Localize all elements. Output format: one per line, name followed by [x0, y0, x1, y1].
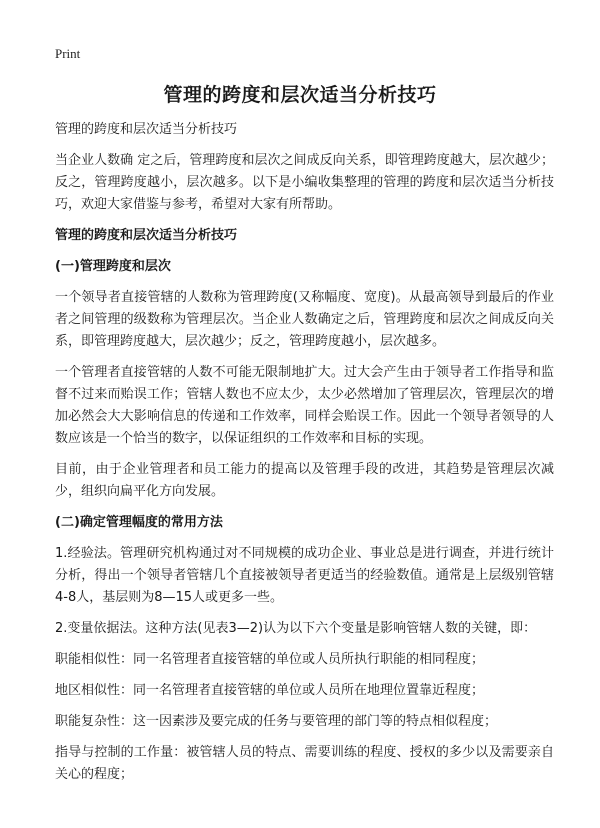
intro-paragraph: 当企业人数确 定之后，管理跨度和层次之间成反向关系，即管理跨度越大，层次越少；反之，管理跨度越小，层次越多。以下是小编收集整理的管理的跨度和层次适当分析技巧，欢迎大家借鉴与参考，希望对大家有所帮助。: [55, 153, 554, 212]
part1-paragraph-3: 目前，由于企业管理者和员工能力的提高以及管理手段的改进，其趋势是管理层次减少，组织向扁平化方向发展。: [55, 462, 554, 499]
part1-paragraph-1: 一个领导者直接管辖的人数称为管理跨度(又称幅度、宽度)。从最高领导到最后的作业者之间管理的级数称为管理层次。当企业人数确定之后，管理跨度和层次之间成反向关系，即管理跨度越大，层次越少；反之，管理跨度越小，层次越多。: [55, 290, 554, 349]
part1-paragraph-2: 一个管理者直接管辖的人数不可能无限制地扩大。过大会产生由于领导者工作指导和监督不过来而贻误工作；管辖人数也不应太少，太少必然增加了管理层次，管理层次的增加必然会大大影响信息的传递和工作效率，同样会贻误工作。因此一个领导者领导的人数应该是一个恰当的数字，以保证组织的工作效率和目标的实现。: [55, 365, 554, 446]
part1-heading: (一)管理跨度和层次: [55, 259, 171, 274]
variable-item: 指导与控制的工作量：被管辖人员的特点、需要训练的程度、授权的多少以及需要亲自关心的程度；: [55, 745, 554, 782]
variable-item: 职能相似性：同一名管理者直接管辖的单位或人员所执行职能的相同程度；: [55, 652, 485, 667]
document-body: [55, 119, 554, 795]
part2-paragraph-2: 2.变量依据法。这种方法(见表3—2)认为以下六个变量是影响管辖人数的关键，即：: [55, 621, 537, 636]
page-title: 管理的跨度和层次适当分析技巧: [163, 84, 437, 106]
document-subtitle: 管理的跨度和层次适当分析技巧: [55, 122, 238, 137]
variable-item: 职能复杂性：这一因素涉及要完成的任务与要管理的部门等的特点相似程度；: [55, 714, 498, 729]
part2-paragraph-1: 1.经验法。管理研究机构通过对不同规模的成功企业、事业总是进行调查，并进行统计分析，得出一个领导者管辖几个直接被领导者更适当的经验数值。通常是上层级别管辖4-8人，基层则为8—15人或更多一些。: [55, 546, 554, 605]
print-link[interactable]: Print: [55, 46, 81, 61]
section-heading: 管理的跨度和层次适当分析技巧: [55, 228, 238, 243]
part2-heading: (二)确定管理幅度的常用方法: [55, 515, 223, 530]
variable-item: 地区相似性：同一名管理者直接管辖的单位或人员所在地理位置靠近程度；: [55, 683, 485, 698]
